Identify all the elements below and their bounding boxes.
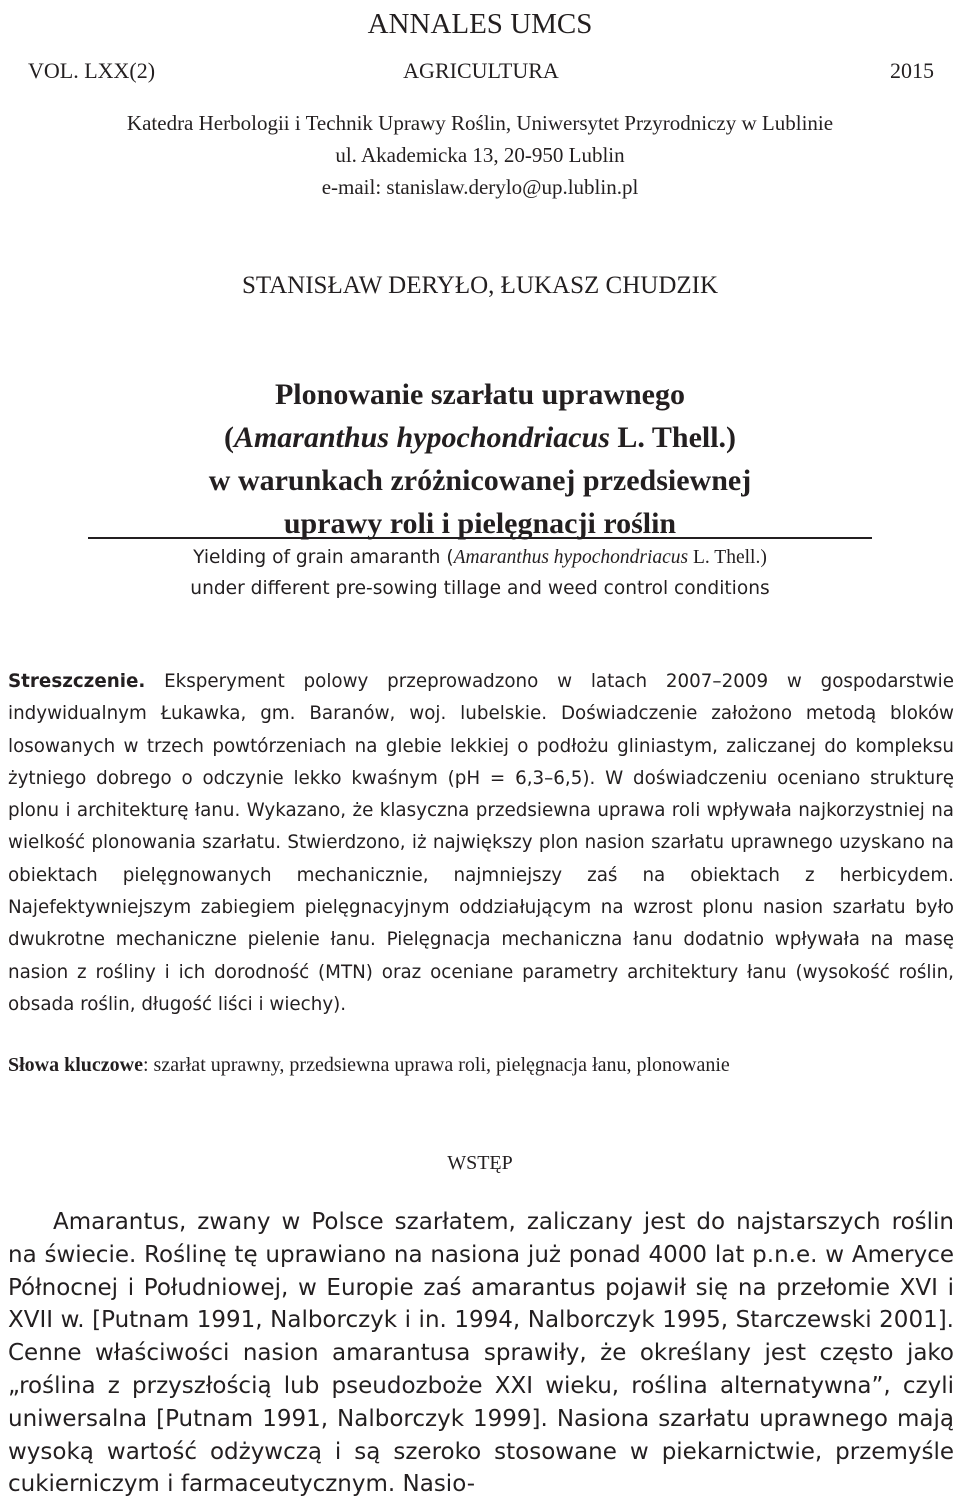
author-names: STANISŁAW DERYŁO, ŁUKASZ CHUDZIK: [241, 272, 719, 299]
intro-paragraph: [8, 1206, 954, 1501]
keywords: [8, 1050, 954, 1080]
abstract-text: Eksperyment polowy przeprowadzono w latach 2007–2009 w gospodarstwie indywidualnym Łukawka, gm. Baranów, woj. lubelskie. Doświadczenie założono metodą bloków losowanych w trzech powtórzeniach na glebie lekkiej o podłożu gliniastym, zaliczanej do kompleksu żytniego dobrego o odczynie lekko kwaśnym (pH = 6,3–6,5). W doświadczeniu oceniano strukturę plonu i architekturę łanu. Wykazano, że klasyczna przedsiewna uprawa roli wpływała najkorzystniej na wielkość plonowania szarłatu. Stwierdzono, iż największy plon nasion szarłatu uprawnego uzyskano na obiektach pielęgnowanych mechanicznie, najmniejszy zaś na obiektach z herbicydem. Najefektywniejszym zabiegiem pielęgnacyjnym oddziałującym na wzrost plonu nasion szarłatu było dwukrotne mechaniczne pielenie łanu. Pielęgnacja mechaniczna łanu dodatnio wpływała na masę nasion z rośliny i ich dorodność (MTN) oraz oceniane parametry architektury łanu (wysokość roślin, obsada roślin, długość liści i wiechy).: [8, 671, 954, 1015]
year-label: 2015: [890, 58, 934, 83]
abstract-label: Streszczenie.: [8, 671, 146, 692]
title-line-3: w warunkach zróżnicowanej przedsiewnej: [208, 464, 752, 497]
title-species-italic: Amaranthus hypochondriacus: [233, 421, 610, 454]
author-email: e-mail: stanislaw.derylo@up.lublin.pl: [321, 175, 639, 199]
intro-text: Amarantus, zwany w Polsce szarłatem, zaliczany jest do najstarszych roślin na świecie. Roślinę tę uprawiano na nasiona już ponad 4000 lat p.n.e. w Ameryce Północnej i Południowej, w Europie zaś amarantus pojawił się na przełomie XVI i XVII w. [Putnam 1991, Nalborczyk i in. 1994, Nalborczyk 1995, Starczewski 2001]. Cenne właściwości nasion amarantusa sprawiły, że określany jest często jako „roślina z przyszłością lub pseudozboże XXI wieku, roślina alternatywna”, czyli uniwersalna [Putnam 1991, Nalborczyk 1999]. Nasiona szarłatu uprawnego mają wysoką wartość odżywczą i są szeroko stosowane w piekarnictwie, przemyśle cukierniczym i farmaceutycznym. Nasio-: [8, 1209, 954, 1498]
keywords-label: Słowa kluczowe: [8, 1054, 143, 1076]
title-species-author: L. Thell.): [609, 421, 737, 454]
english-title-species-author: L. Thell.): [688, 547, 767, 568]
english-title-prefix: Yielding of grain amaranth (: [193, 547, 454, 568]
english-title: [0, 542, 960, 604]
article-title: [0, 373, 960, 545]
section-label: AGRICULTURA: [403, 58, 559, 83]
affiliation-address: ul. Akademicka 13, 20-950 Lublin: [335, 143, 625, 167]
english-title-species-italic: Amaranthus hypochondriacus: [453, 547, 689, 568]
journal-name: ANNALES UMCS: [367, 8, 593, 40]
section-heading-intro: WSTĘP: [447, 1152, 513, 1174]
abstract: [8, 666, 954, 1021]
english-title-line-1: [0, 542, 960, 573]
title-line-1: Plonowanie szarłatu uprawnego: [274, 378, 685, 411]
title-divider: [88, 537, 872, 539]
volume-label: VOL. LXX(2): [28, 58, 156, 83]
keywords-text: : szarłat uprawny, przedsiewna uprawa roli, pielęgnacja łanu, plonowanie: [143, 1054, 730, 1076]
english-title-line-2: under different pre-sowing tillage and weed control conditions: [190, 578, 770, 599]
title-line-2: [0, 416, 960, 459]
affiliation: [0, 107, 960, 203]
journal-volume-row: [28, 56, 934, 86]
affiliation-institution: Katedra Herbologii i Technik Uprawy Roślin, Uniwersytet Przyrodniczy w Lublinie: [126, 111, 834, 135]
title-paren-open: (: [223, 421, 234, 454]
title-line-4: uprawy roli i pielęgnacji roślin: [283, 507, 677, 540]
